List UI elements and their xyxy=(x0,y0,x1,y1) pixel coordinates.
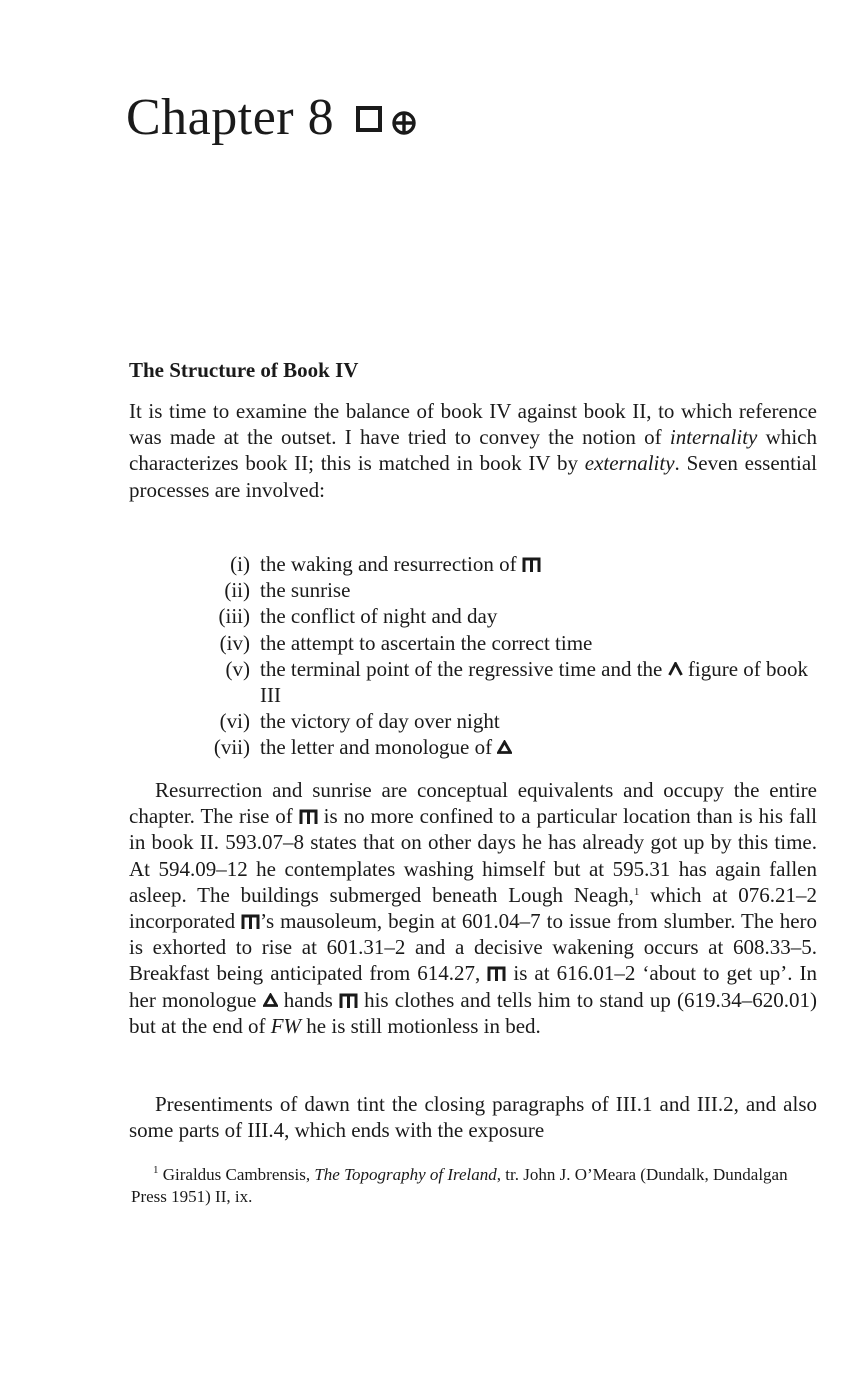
m-siglum-icon xyxy=(522,557,541,572)
m-siglum-icon xyxy=(339,993,358,1008)
footnote-ref: 1 xyxy=(633,885,640,898)
para2-text-3: which at 076.21–2 incorporated xyxy=(129,882,818,934)
intro-text-1: It is time to examine the balance of book IV against book II, to which reference was made at the outset. I have tried to convey the notion of xyxy=(129,399,817,450)
m-siglum-icon xyxy=(299,809,318,824)
process-list xyxy=(180,551,820,761)
body-paragraph-resurrection xyxy=(129,777,817,1039)
circled-cross-siglum-icon xyxy=(392,111,416,135)
list-item xyxy=(180,656,820,708)
footnote-text-2: , tr. John J. O’Meara (Dundalk, Dundalgan Press 1951) II, ix. xyxy=(131,1165,788,1206)
list-item-text: the terminal point of the regressive time and the xyxy=(260,656,668,681)
list-item-number: (v) xyxy=(225,656,250,681)
para2-text-1: Resurrection and sunrise are conceptual equivalents and occupy the entire chapter. The rise of xyxy=(129,778,817,829)
intro-text-2: which characterizes book II; this is matched in book IV by xyxy=(129,425,817,476)
triangle-siglum-icon xyxy=(263,993,278,1007)
list-item xyxy=(180,630,820,656)
list-item-text: the victory of day over night xyxy=(260,709,500,734)
intro-paragraph xyxy=(129,398,817,503)
list-item-text: the sunrise xyxy=(260,578,351,603)
list-item-text: the letter and monologue of xyxy=(260,735,498,760)
list-item-number: (iii) xyxy=(218,604,250,629)
footnote-italic-title: The Topography of Ireland xyxy=(314,1165,497,1184)
triangle-siglum-icon xyxy=(497,740,512,754)
section-heading: The Structure of Book IV xyxy=(129,358,359,382)
square-siglum-icon xyxy=(356,106,382,132)
para2-text-8: he is still motionless in bed. xyxy=(301,1013,541,1038)
list-item xyxy=(180,551,820,577)
list-item-text: the waking and resurrection of xyxy=(260,552,522,576)
chapter-label: Chapter 8 xyxy=(126,89,335,146)
list-item xyxy=(180,577,820,603)
caret-siglum-icon xyxy=(668,662,683,676)
intro-italic-externality: externality xyxy=(584,451,675,476)
list-item-number: (vii) xyxy=(213,735,250,760)
list-item-number: (vi) xyxy=(219,709,250,734)
m-siglum-icon xyxy=(241,914,260,929)
list-item-text: the conflict of night and day xyxy=(260,604,498,629)
m-siglum-icon xyxy=(487,966,506,981)
list-item-text: the attempt to ascertain the correct time xyxy=(260,630,593,655)
footnote-number: 1 xyxy=(153,1164,159,1176)
intro-italic-internality: internality xyxy=(669,425,758,450)
list-item-number: (ii) xyxy=(224,578,250,603)
list-item-number: (i) xyxy=(230,552,250,576)
list-item xyxy=(180,708,820,734)
list-item xyxy=(180,603,820,629)
para2-text-2: is no more confined to a particular location than is his fall in book II. 593.07–8 states that on other days he has already got up by this time. At 594.09–12 he contemplates washing himself but at 595.31 has again fallen asleep. The buildings submerged beneath Lough Neagh, xyxy=(129,804,817,907)
chapter-title xyxy=(126,89,416,146)
para2-text-7: his clothes and tells him to stand up (619.34–620.01) but at the end of xyxy=(129,987,817,1038)
intro-text-3: . Seven essential processes are involved: xyxy=(129,451,817,502)
list-item-number: (iv) xyxy=(219,630,250,655)
footnote-text-1: Giraldus Cambrensis, xyxy=(158,1165,315,1184)
body-paragraph-presentiments: Presentiments of dawn tint the closing paragraphs of III.1 and III.2, and also some parts of III.4, which ends with the exposure xyxy=(129,1092,817,1143)
list-item xyxy=(180,734,820,760)
para2-text-5: is at 616.01–2 ‘about to get up’. In her monologue xyxy=(129,961,817,1012)
para2-text-4: ’s mausoleum, begin at 601.04–7 to issue from slumber. The hero is exhorted to rise at 601.31–2 and a decisive wakening occurs at 608.33–5. Breakfast being anticipated from 614.27, xyxy=(129,909,818,986)
footnote xyxy=(131,1164,821,1208)
list-item-text-b: figure of book III xyxy=(260,656,809,708)
para2-italic-fw: FW xyxy=(270,1013,302,1038)
para2-text-6: hands xyxy=(277,987,339,1012)
